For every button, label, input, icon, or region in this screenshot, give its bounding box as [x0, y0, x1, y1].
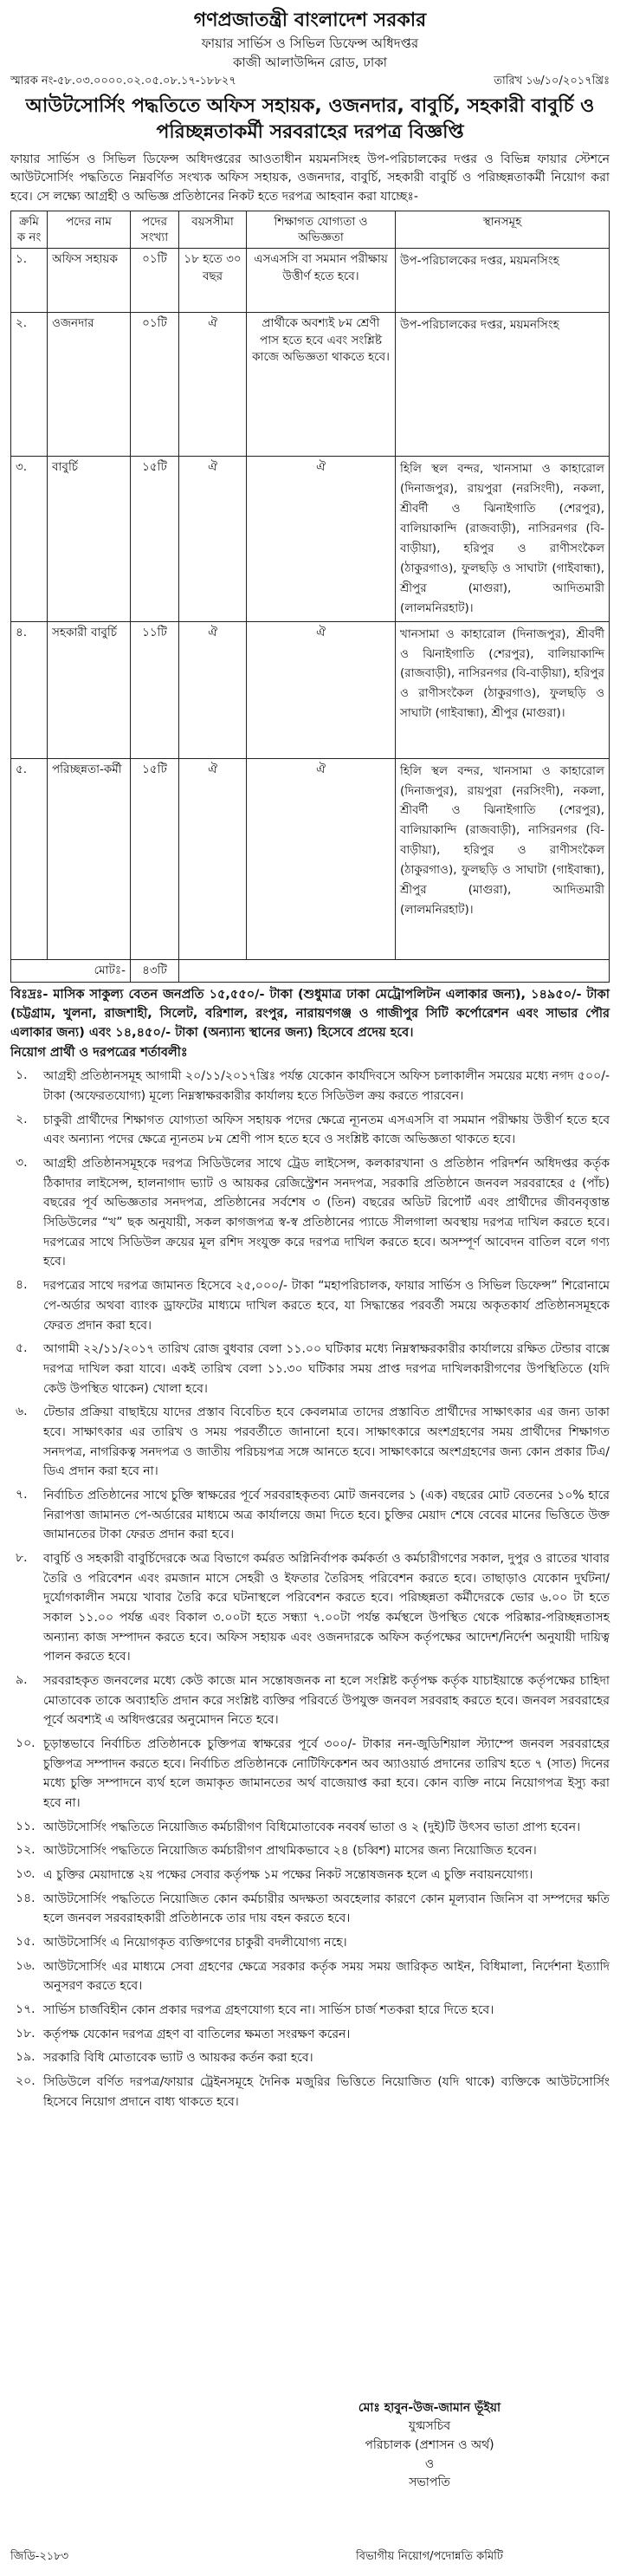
committee-name: বিভাগীয় নিয়োগ/পদোন্নতি কমিটি: [356, 2550, 503, 2564]
row-post-count: ১১টি: [131, 621, 179, 758]
condition-number: ১৬.: [16, 1958, 36, 1973]
list-item: [10, 1671, 610, 1730]
condition-text: আউটসোর্সিং এর মাধ্যমে সেবা গ্রহণের ক্ষেত্রে সরকার কর্তৃক সময় সময় জারিকৃত আইন, বিধিমালা, নির্দেশনা ইত্যাদি অনুসরণ করতে হবে।: [43, 1959, 610, 1994]
list-item: [10, 1154, 610, 1272]
header: [10, 7, 610, 72]
row-locations: হিলি স্থল বন্দর, খানসামা ও কাহারোল (দিনাজপুর), রায়পুরা (নরসিংদী), নকলা, শ্রীবর্দী ও ঝিনাইগাতি (শেরপুর), বালিয়াকান্দি (রাজবাড়ী), নাসিরনগর (বি-বাড়ীয়া), হরিপুর ও রাণীসংকৈল (ঠাকুরগাও), ফুলছড়ি ও সাঘাটা (গাইবান্ধা), শ্রীপুর (মাগুরা), আদিতমারী (লালমনিরহাট)।: [396, 758, 610, 959]
row-qualification: প্রার্থীকে অবশ্যই ৮ম শ্রেণী পাস হতে হবে এবং সংশ্লিষ্ট কাজে অভিজ্ঞতা থাকতে হবে।: [247, 313, 396, 457]
condition-text: আউটসোর্সিং পদ্ধতিতে নিয়োজিত কর্মচারীগণ বিধিমোতাবেক নববর্ষ ভাতা ও ২ (দুই)টি উৎসব ভাতা প্রাপ্য হবেন।: [43, 1820, 581, 1834]
table-row: [11, 457, 610, 622]
row-post-count: ০১টি: [131, 313, 179, 457]
posts-table: [10, 211, 610, 983]
row-qualification: ঐ: [247, 457, 396, 622]
list-item: [10, 1111, 610, 1150]
row-age-limit: ঐ: [179, 457, 247, 622]
list-item: [10, 1933, 610, 1953]
list-item: [10, 1276, 610, 1335]
condition-text: এ চুক্তির মেয়াদান্তে ২য় পক্ষের সেবার কর্তৃপক্ষ ১ম পক্ষের নিকট সন্তোষজনক হলে এ চুক্তি নবায়নযোগ্য।: [43, 1867, 533, 1882]
signature-block: [300, 2399, 559, 2493]
row-post-count: ০১টি: [131, 249, 179, 313]
row-serial: ২.: [11, 313, 48, 457]
total-label: মোটঃ-: [11, 959, 131, 983]
salary-note: বিঃদ্রঃ- মাসিক সাকুল্য বেতন জনপ্রতি ১৫,৫৫০/- টাকা (শুধুমাত্র ঢাকা মেট্রোপলিটন এলাকার জন্য), ১৪৯৫০/- টাকা (চট্টগ্রাম, খুলনা, রাজশাহী, সিলেট, বরিশাল, রংপুর, নারায়ণগঞ্জ ও গাজীপুর সিটি কর্পোরেশন এবং সাভার পৌর এলাকার জন্য) এবং ১৪,৪৫০/- টাকা (অন্যান্য স্থানের জন্য) হিসেবে প্রদেয় হবে।: [10, 988, 610, 1040]
condition-text: সরকারি বিধি মোতাবেক ভ্যাট ও আয়কর কর্তন করা হবে।: [43, 2051, 313, 2066]
reference-row: [10, 74, 610, 90]
list-item: [10, 1340, 610, 1398]
row-post-name: ওজনদার: [48, 313, 131, 457]
row-serial: ৩.: [11, 457, 48, 622]
list-item: [10, 1403, 610, 1482]
footer-code: জিডি-২১৮৩: [10, 2550, 69, 2564]
condition-number: ১৫.: [16, 1934, 36, 1949]
condition-number: ৫.: [16, 1341, 28, 1356]
condition-text: আগ্রহী প্রতিষ্ঠানসমূহকে দরপত্র সিডিউলের সাথে ট্রেড লাইসেন্স, কলকারখানা ও প্রতিষ্ঠান পরিদর্শন অধিদপ্তর কর্তৃক ঠিকাদার লাইসেন্স, হালনাগাদ ভ্যাট ও আয়কর রেজিস্ট্রেশন সনদপত্র, সরকারি প্রতিষ্ঠানে জনবল সরবরাহের ৫ (পাঁচ) বছরের পূর্ব অভিজ্ঞতার সনদপত্র, প্রতিষ্ঠানের সর্বশেষ ৩ (তিন) বছরের অডিট রিপোর্ট এবং প্রার্থীদের জীবনবৃত্তান্ত সিডিউলের “খ” ছক অনুযায়ী, সকল কাগজপত্র স্ব-স্ব প্রতিষ্ঠানের প্যাডে সীলগালা অবস্থায় দরপত্র দাখিল করতে হবে। দরপত্রের সাথে সিডিউল ক্রয়ের মূল রশিদ সংযুক্ত করে দরপত্র দাখিল করতে হবে। অসম্পূর্ণ আবেদন বাতিল বলে গণ্য হবে।: [43, 1157, 610, 1269]
list-item: [10, 1890, 610, 1929]
list-item: [10, 2073, 610, 2112]
list-item: [10, 2025, 610, 2045]
posts-table-header: [11, 211, 610, 248]
list-item: [10, 1818, 610, 1838]
signatory-name: মোঃ হাবুন-উজ-জামান ভূঁইয়া: [358, 2400, 501, 2415]
condition-text: টেন্ডার প্রক্রিয়া বাছাইয়ে যাদের প্রস্তাব বিবেচিত হবে কেবলমাত্র তাদের প্রস্তাবিত প্রার্থীদের সাক্ষাৎকার এর জন্য ডাকা হবে। সাক্ষাৎকার এর তারিখ ও সময় পরবর্তীতে জানানো হবে। সাক্ষাৎকারে অংশগ্রহণের সময় প্রার্থীদের শিক্ষাগত সনদপত্র, নাগরিকত্ব সনদপত্র ও জাতীয় পরিচয়পত্র সঙ্গে আনতে হবে। সাক্ষাৎকারে অংশগ্রহণের জন্য কোন প্রকার টিএ/ডিএ প্রদান করা হবে না।: [43, 1405, 610, 1479]
condition-number: ৮.: [16, 1550, 28, 1565]
condition-number: ২.: [16, 1112, 28, 1126]
list-item: [10, 1841, 610, 1861]
col-locations: স্থানসমূহ: [396, 211, 610, 248]
condition-text: চূড়ান্তভাবে নির্বাচিত প্রতিষ্ঠানকে চুক্তিপত্র স্বাক্ষরের পূর্বে ৩০০/- টাকার নন-জুডিশিয়াল স্ট্যাম্পে জনবল সরবরাহের চুক্তিপত্র সম্পাদন করতে হবে। নির্বাচিত প্রতিষ্ঠানকে নোটিফিকেশন অব অ্যাওয়ার্ড প্রদানের তারিখ হতে ৭ (সাত) দিনের মধ্যে চুক্তি সম্পাদনে ব্যর্থ হলে জমাকৃত জামানতের অর্থ বাজেয়াপ্ত করা হবে। কোন ব্যক্তি নামে নিয়োগপত্র ইস্যু করা হবে না।: [43, 1736, 610, 1810]
notice-date: তারিখ ১৬/১০/২০১৭খ্রিঃ: [494, 75, 610, 88]
col-age-limit: বয়সসীমা: [179, 211, 247, 248]
row-locations: হিলি স্থল বন্দর, খানসামা ও কাহারোল (দিনাজপুর), রায়পুরা (নরসিংদী), নকলা, শ্রীবর্দী ও ঝিনাইগাতি (শেরপুর), বালিয়াকান্দি (রাজবাড়ী), নাসিরনগর (বি-বাড়ীয়া), হরিপুর ও রাণীসংকৈল (ঠাকুরগাও), ফুলছড়ি ও সাঘাটা (গাইবান্ধা), শ্রীপুর (মাগুরা), আদিতমারী (লালমনিরহাট)।: [396, 457, 610, 622]
col-post-name: পদের নাম: [48, 211, 131, 248]
condition-number: ১৮.: [16, 2026, 36, 2041]
row-serial: ১.: [11, 249, 48, 313]
condition-text: বাবুর্চি ও সহকারী বাবুর্চিদেরকে অত্র বিভাগে কর্মরত অগ্নিনির্বাপক কর্মকর্তা ও কর্মচারীগণের সকাল, দুপুর ও রাতের খাবার তৈরি ও পরিবেশন এবং রমজান মাসে সেহরী ও ইফতার তৈরিসহ পরিবেশন করতে হবে। তাছাড়াও যেকোন দুর্ঘটনা/দুর্যোগকালীন সময়ে খাবার তৈরি করে ঘটনাস্থলে পরিবেশন করতে হবে। পরিচ্ছন্নতা কর্মীদেরকে ভোর ৬.০০ টা হতে সকাল ১১.০০ পর্যন্ত এবং বিকাল ৩.০০টা হতে সন্ধ্যা ৭.০০টা পর্যন্ত কর্মস্থলে উপস্থিত থেকে পরিষ্কার-পরিচ্ছন্নতাসহ অন্যান্য কাজ সম্পাদন করতে হবে। অফিস সহায়ক এবং ওজনদারকে অফিস কর্তৃপক্ষের আদেশ/নির্দেশ অনুযায়ী দায়িত্ব পালন করতে হবে।: [43, 1551, 610, 1664]
condition-text: আউটসোর্সিং এ নিয়োগকৃত ব্যক্তিগণের চাকুরী বদলীযোগ্য নহে।: [43, 1935, 347, 1950]
condition-number: ১০.: [16, 1736, 36, 1750]
list-item: [10, 1067, 610, 1106]
list-item: [10, 1957, 610, 1996]
condition-number: ১৩.: [16, 1866, 36, 1881]
table-row: [11, 313, 610, 457]
table-row: [11, 621, 610, 758]
table-row: [11, 249, 610, 313]
condition-text: আগ্রহী প্রতিষ্ঠানসমূহ আগামী ২০/১১/২০১৭খ্রিঃ পর্যন্ত যেকোন কার্যদিবসে অফিস চলাকালীন সময়ের মধ্যে নগদ ৫০০/- টাকা (অফেরতযোগ্য) মূল্যে নিম্নস্বাক্ষরকারীর কার্যালয় হতে সিডিউল ক্রয় করতে পারবেন।: [43, 1069, 610, 1104]
condition-number: ১.: [16, 1068, 28, 1083]
list-item: [10, 1865, 610, 1885]
condition-number: ৬.: [16, 1405, 28, 1419]
row-serial: ৪.: [11, 621, 48, 758]
list-item: [10, 2048, 610, 2068]
list-item: [10, 1549, 610, 1667]
row-age-limit: ঐ: [179, 621, 247, 758]
total-value: ৪৩টি: [131, 959, 179, 983]
condition-number: ৪.: [16, 1278, 28, 1293]
conditions-heading: নিয়োগ প্রার্থী ও দরপত্রের শর্তাবলীঃ: [10, 1046, 188, 1061]
conditions-list: [10, 1067, 610, 2112]
signatory-title: যুগ্মসচিব: [408, 2419, 451, 2434]
row-serial: ৫.: [11, 758, 48, 959]
row-age-limit: ঐ: [179, 758, 247, 959]
col-qualification: শিক্ষাগত যোগ্যতা ও অভিজ্ঞতা: [247, 211, 396, 248]
condition-text: কর্তৃপক্ষ যেকোন দরপত্র গ্রহণ বা বাতিলের ক্ষমতা সংরক্ষণ করেন।: [43, 2027, 351, 2041]
government-name: গণপ্রজাতন্ত্রী বাংলাদেশ সরকার: [193, 10, 427, 31]
row-qualification: এসএসসি বা সমমান পরীক্ষায় উত্তীর্ণ হতে হবে।: [247, 249, 396, 313]
condition-text: আউটসোর্সিং পদ্ধতিতে নিয়োজিত কোন কর্মচারীর অদক্ষতা অবহেলার কারণে কোন মূল্যবান জিনিস বা সম্পদের ক্ষতি হলে জনবল সরবরাহকারী প্রতিষ্ঠানকে তার দায় বহন করতে হবে।: [43, 1891, 610, 1926]
condition-number: ১৯.: [16, 2050, 36, 2065]
row-locations: উপ-পরিচালকের দপ্তর, ময়মনসিংহ: [396, 249, 610, 313]
table-row: [11, 758, 610, 959]
condition-number: ২০.: [16, 2074, 36, 2089]
footer: [10, 2549, 610, 2566]
condition-text: নির্বাচিত প্রতিষ্ঠানের সাথে চুক্তি স্বাক্ষরের পূর্বে সরবরাহকৃতব্য মোট জনবলের ১ (এক) বছরের মোট বেতনের ১০% হারে নিরাপত্তা জামানত পে-অর্ডারের মাধ্যমে অত্র কার্যালয়ে জমা দিতে হবে। চুক্তির মেয়াদ শেষে বেবের মানের ভিত্তিতে উক্ত জামানতের টাকা ফেরত প্রদান করা হবে।: [43, 1488, 610, 1542]
row-post-count: ১৫টি: [131, 758, 179, 959]
col-post-count: পদের সংখ্যা: [131, 211, 179, 248]
condition-number: ৯.: [16, 1672, 28, 1687]
department-address: কাজী আলাউদ্দিন রোড, ঢাকা: [232, 54, 388, 70]
notice-title: আউটসোর্সিং পদ্ধতিতে অফিস সহায়ক, ওজনদার, বাবুর্চি, সহকারী বাবুর্চি ও পরিচ্ছন্নতাকর্মী সরবরাহের দরপত্র বিজ্ঞপ্তি: [25, 95, 595, 143]
condition-number: ১২.: [16, 1843, 36, 1858]
condition-text: আউটসোর্সিং পদ্ধতিতে নিয়োজিত কর্মচারীগণ প্রাথমিকভাবে ২৪ (চব্বিশ) মাসের জন্য নিয়োজিত হবেন।: [43, 1844, 537, 1859]
department-name: ফায়ার সার্ভিস ও সিভিল ডিফেন্স অধিদপ্তর: [201, 35, 419, 51]
intro-paragraph: ফায়ার সার্ভিস ও সিভিল ডিফেন্স অধিদপ্তরের আওতাধীন ময়মনসিংহ উপ-পরিচালকের দপ্তর ও বিভিন্ন ফায়ার স্টেশনে আউটসোর্সিং পদ্ধতিতে নিম্নবর্ণিত সংখ্যক অফিস সহায়ক, ওজনদার, বাবুর্চি, সহকারী বাবুর্চি ও পরিচ্ছন্নতাকর্মী নিয়োগ করা হবে। সে লক্ষ্যে আগ্রহী ও অভিজ্ঞ প্রতিষ্ঠানের নিকট হতে দরপত্র আহবান করা যাচ্ছেঃ-: [10, 152, 610, 204]
condition-text: সিডিউলে বর্ণিত দরপত্র/ফায়ার ট্রেইনসমূহে দৈনিক মজুরির ভিত্তিতে নিয়োজিত (যদি থাকে) ব্যক্তিকে আউটসোর্সিং হিসেবে নিয়োগ প্রদানে বাধ্য থাকতে হবে।: [43, 2075, 610, 2109]
condition-number: ১৪.: [16, 1891, 36, 1905]
condition-text: চাকুরী প্রার্থীদের শিক্ষাগত যোগ্যতা অফিস সহায়ক পদের ক্ষেত্রে ন্যূনতম এসএসসি বা সমমান পরীক্ষায় উত্তীর্ণ হতে হবে এবং অন্যান্য পদের ক্ষেত্রে ন্যূনতম ৮ম শ্রেণী পাস হতে হবে ও সংশ্লিষ্ট কাজে অভিজ্ঞতা থাকতে হবে।: [43, 1113, 610, 1147]
list-item: [10, 1486, 610, 1545]
row-locations: খানসামা ও কাহারোল (দিনাজপুর), শ্রীবর্দী ও ঝিনাইগাতি (শেরপুর), বালিয়াকান্দি (রাজবাড়ী), নাসিরনগর (বি-বাড়ীয়া), হরিপুর ও রাণীসংকৈল (ঠাকুরগাও), ফুলছড়ি ও সাঘাটা (গাইবান্ধা), শ্রীপুর (মাগুরা)।: [396, 621, 610, 758]
signatory-and: ও: [424, 2456, 435, 2471]
condition-number: ৭.: [16, 1487, 28, 1502]
condition-text: সার্ভিস চার্জবিহীন কোন প্রকার দরপত্র গ্রহণযোগ্য হবে না। সার্ভিস চার্জ শতকরা হারে দিতে হবে।: [43, 2003, 494, 2017]
condition-number: ১১.: [16, 1819, 36, 1833]
condition-text: আগামী ২২/১১/২০১৭ তারিখ রোজ বুধবার বেলা ১১.০০ ঘটিকার মধ্যে নিম্নস্বাক্ষরকারীর কার্যালয়ে রক্ষিত টেন্ডার বাক্সে দরপত্র দাখিল করা যাবে। একই তারিখ বেলা ১১.৩০ ঘটিকার সময় প্রাপ্ত দরপত্র দাখিলকারীগণের উপস্থিতিতে (যদি কেউ উপস্থিত থাকেন) খোলা হবে।: [43, 1342, 610, 1396]
row-post-name: বাবুর্চি: [48, 457, 131, 622]
total-filler: [179, 959, 610, 983]
list-item: [10, 1735, 610, 1814]
col-serial: ক্রমি ক নং: [11, 211, 48, 248]
list-item: [10, 2001, 610, 2021]
table-total-row: [11, 959, 610, 983]
condition-number: ৩.: [16, 1156, 28, 1171]
signatory-role: সভাপতি: [409, 2475, 450, 2490]
row-qualification: ঐ: [247, 621, 396, 758]
row-post-count: ১৫টি: [131, 457, 179, 622]
row-age-limit: ঐ: [179, 313, 247, 457]
row-age-limit: ১৮ হতে ৩০ বছর: [179, 249, 247, 313]
row-post-name: সহকারী বাবুর্চি: [48, 621, 131, 758]
row-post-name: অফিস সহায়ক: [48, 249, 131, 313]
row-qualification: ঐ: [247, 758, 396, 959]
row-locations: উপ-পরিচালকের দপ্তর, ময়মনসিংহ: [396, 313, 610, 457]
condition-number: ১৭.: [16, 2002, 36, 2016]
memo-number: স্মারক নং-৫৮.০৩.০০০০.০২.০৫.০৮.১৭-১৮৮২৭: [10, 75, 236, 88]
row-post-name: পরিচ্ছন্নতা-কর্মী: [48, 758, 131, 959]
signatory-position: পরিচালক (প্রশাসন ও অর্থ): [365, 2437, 494, 2452]
condition-text: সরবরাহকৃত জনবলের মধ্যে কেউ কাজে মান সন্তোষজনক না হলে সংশ্লিষ্ট কর্তৃপক্ষ কর্তৃক যাচাইয়ান্তে কর্তৃপক্ষের চাহিদা মোতাবেক তাকে অব্যাহতি প্রদান করে সংশ্লিষ্ট ব্যক্তির পরিবর্তে উপযুক্ত জনবল সরবরাহ করতে হবে। জনবল সরবরাহের পূর্বে অবশ্যই এ অধিদপ্তরের অনুমোদন নিতে হবে।: [43, 1673, 610, 1728]
condition-text: দরপত্রের সাথে দরপত্র জামানত হিসেবে ২৫,০০০/- টাকা “মহাপরিচালক, ফায়ার সার্ভিস ও সিভিল ডিফেন্স” শিরোনামে পে-অর্ডার অথবা ব্যাংক ড্রাফটের মাধ্যমে দাখিল করতে হবে, যা সিদ্ধান্তের পরবর্তী সময়ে অকৃতকার্য প্রতিষ্ঠানসমূহকে ফেরত প্রদান করা হবে।: [43, 1279, 610, 1333]
